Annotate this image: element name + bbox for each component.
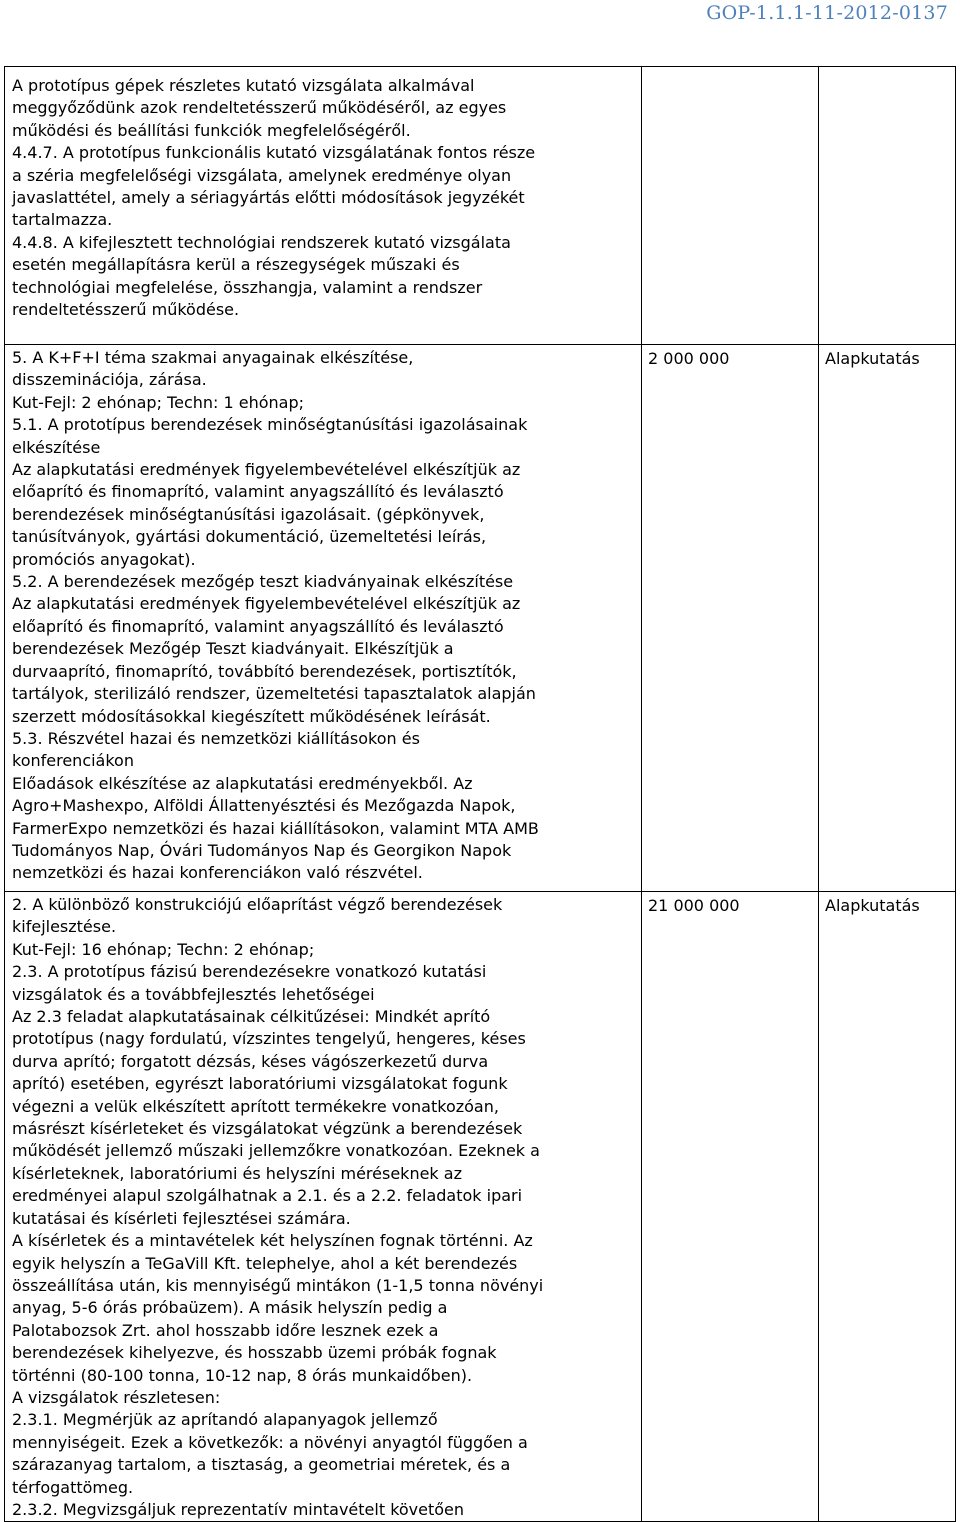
- text-line: Palotabozsok Zrt. ahol hosszabb időre lesznek ezek a: [12, 1320, 439, 1340]
- text-line: durva aprító; forgatott dézsás, késes vágószerkezetű durva: [12, 1051, 489, 1071]
- text-line: disszeminációja, zárása.: [12, 370, 207, 390]
- amount-cell: 2 000 000: [642, 345, 819, 892]
- text-line: térfogattömeg.: [12, 1477, 134, 1497]
- text-line: 2.3. A prototípus fázisú berendezésekre vonatkozó kutatási: [12, 962, 487, 982]
- text-line: A prototípus gépek részletes kutató vizsgálata alkalmával: [12, 76, 475, 95]
- text-line: nemzetközi és hazai konferenciákon való részvétel.: [12, 863, 423, 883]
- text-line: a széria megfelelőségi vizsgálata, amelynek eredménye olyan: [12, 165, 512, 185]
- text-line: másrészt kísérleteket és vizsgálatokat végzünk a berendezések: [12, 1119, 523, 1139]
- text-line: történni (80-100 tonna, 10-12 nap, 8 órás munkaidőben).: [12, 1365, 473, 1385]
- text-line: tanúsítványok, gyártási dokumentáció, üzemeltetési leírás,: [12, 527, 487, 547]
- text-line: működési és beállítási funkciók megfelelőségéről.: [12, 120, 411, 140]
- text-line: mennyiségeit. Ezek a következők: a növényi anyagtól függően a: [12, 1432, 528, 1452]
- text-line: szerzett módosításokkal kiegészített működésének leírását.: [12, 706, 491, 726]
- document-id: GOP-1.1.1-11-2012-0137: [706, 2, 948, 24]
- table-row: [5, 892, 956, 1522]
- text-line: A kísérletek és a mintavételek két helyszínen fognak történni. Az: [12, 1231, 533, 1251]
- text-line: Az alapkutatási eredmények figyelembevételével elkészítjük az: [12, 594, 521, 614]
- task-description: [5, 67, 642, 345]
- text-line: kifejlesztése.: [12, 917, 117, 937]
- text-line: kísérleteknek, laboratóriumi és helyszíni méréseknek az: [12, 1163, 462, 1183]
- text-line: konferenciákon: [12, 751, 134, 771]
- text-line: rendeltetésszerű működése.: [12, 300, 240, 320]
- text-line: elkészítése: [12, 437, 101, 457]
- text-line: FarmerExpo nemzetközi és hazai kiállításokon, valamint MTA AMB: [12, 818, 539, 838]
- text-line: Agro+Mashexpo, Alföldi Állattenyésztési és Mezőgazda Napok,: [12, 796, 516, 816]
- text-line: berendezések minőségtanúsítási igazolásait. (gépkönyvek,: [12, 504, 485, 524]
- amount-cell: [642, 67, 819, 345]
- text-line: esetén megállapításra kerül a részegységek műszaki és: [12, 255, 460, 275]
- table-row: [5, 67, 956, 345]
- text-line: 2.3.1. Megmérjük az aprítandó alapanyagok jellemző: [12, 1410, 438, 1430]
- text-line: előaprító és finomaprító, valamint anyagszállító és leválasztó: [12, 616, 504, 636]
- text-line: egyik helyszín a TeGaVill Kft. telephelye, ahol a két berendezés: [12, 1253, 518, 1273]
- project-table: [4, 66, 956, 1522]
- text-line: tartalmazza.: [12, 210, 113, 230]
- text-line: javaslattétel, amely a sériagyártás előtti módosítások jegyzékét: [12, 188, 525, 208]
- text-line: működését jellemző műszaki jellemzőkre vonatkozóan. Ezeknek a: [12, 1141, 540, 1161]
- text-line: Előadások elkészítése az alapkutatási eredményekből. Az: [12, 773, 473, 793]
- text-line: technológiai megfelelése, összhangja, valamint a rendszer: [12, 277, 483, 297]
- category-cell: Alapkutatás: [819, 345, 956, 892]
- text-line: promóciós anyagokat).: [12, 549, 196, 569]
- text-line: 2.3.2. Megvizsgáljuk reprezentatív mintavételt követően: [12, 1499, 465, 1519]
- category-cell: [819, 67, 956, 345]
- text-line: 4.4.7. A prototípus funkcionális kutató vizsgálatának fontos része: [12, 143, 536, 163]
- text-line: eredményei alapul szolgálhatnak a 2.1. és a 2.2. feladatok ipari: [12, 1186, 523, 1206]
- text-line: 5.1. A prototípus berendezések minőségtanúsítási igazolásainak: [12, 415, 528, 435]
- text-line: Tudományos Nap, Óvári Tudományos Nap és Georgikon Napok: [12, 840, 512, 860]
- text-line: 5.2. A berendezések mezőgép teszt kiadványainak elkészítése: [12, 572, 514, 592]
- text-line: durvaaprító, finomaprító, továbbító berendezések, portisztítók,: [12, 661, 517, 681]
- text-line: aprító) esetében, egyrészt laboratóriumi vizsgálatokat fogunk: [12, 1074, 508, 1094]
- text-line: berendezések Mezőgép Teszt kiadványait. Elkészítjük a: [12, 639, 454, 659]
- text-line: anyag, 5-6 órás próbaüzem). A másik helyszín pedig a: [12, 1298, 448, 1318]
- text-line: meggyőződünk azok rendeltetésszerű működéséről, az egyes: [12, 98, 507, 118]
- task-description: [5, 345, 642, 892]
- text-line: Kut-Fejl: 16 ehónap; Techn: 2 ehónap;: [12, 939, 315, 959]
- text-line: előaprító és finomaprító, valamint anyagszállító és leválasztó: [12, 482, 504, 502]
- text-line: Az alapkutatási eredmények figyelembevételével elkészítjük az: [12, 460, 521, 480]
- text-line: Kut-Fejl: 2 ehónap; Techn: 1 ehónap;: [12, 392, 305, 412]
- text-line: összeállítása után, kis mennyiségű mintákon (1-1,5 tonna növényi: [12, 1275, 544, 1295]
- text-line: tartályok, sterilizáló rendszer, üzemeltetési tapasztalatok alapján: [12, 684, 536, 704]
- text-line: 5.3. Részvétel hazai és nemzetközi kiállításokon és: [12, 728, 420, 748]
- text-line: vizsgálatok és a továbbfejlesztés lehetőségei: [12, 984, 375, 1004]
- amount-cell: 21 000 000: [642, 892, 819, 1522]
- category-cell: Alapkutatás: [819, 892, 956, 1522]
- text-line: 5. A K+F+I téma szakmai anyagainak elkészítése,: [12, 348, 414, 367]
- text-line: 4.4.8. A kifejlesztett technológiai rendszerek kutató vizsgálata: [12, 232, 511, 252]
- text-line: 2. A különböző konstrukciójú előaprítást végző berendezések: [12, 895, 503, 914]
- table-row: [5, 345, 956, 892]
- text-line: A vizsgálatok részletesen:: [12, 1387, 221, 1407]
- text-line: kutatásai és kísérleti fejlesztései számára.: [12, 1208, 351, 1228]
- text-line: berendezések kihelyezve, és hosszabb üzemi próbák fognak: [12, 1343, 497, 1363]
- text-line: szárazanyag tartalom, a tisztaság, a geometriai méretek, és a: [12, 1455, 511, 1475]
- text-line: végezni a velük elkészített aprított termékekre vonatkozóan,: [12, 1096, 499, 1116]
- text-line: Az 2.3 feladat alapkutatásainak célkitűzései: Mindkét aprító: [12, 1007, 491, 1027]
- text-line: prototípus (nagy fordulatú, vízszintes tengelyű, hengeres, késes: [12, 1029, 526, 1049]
- task-description: [5, 892, 642, 1522]
